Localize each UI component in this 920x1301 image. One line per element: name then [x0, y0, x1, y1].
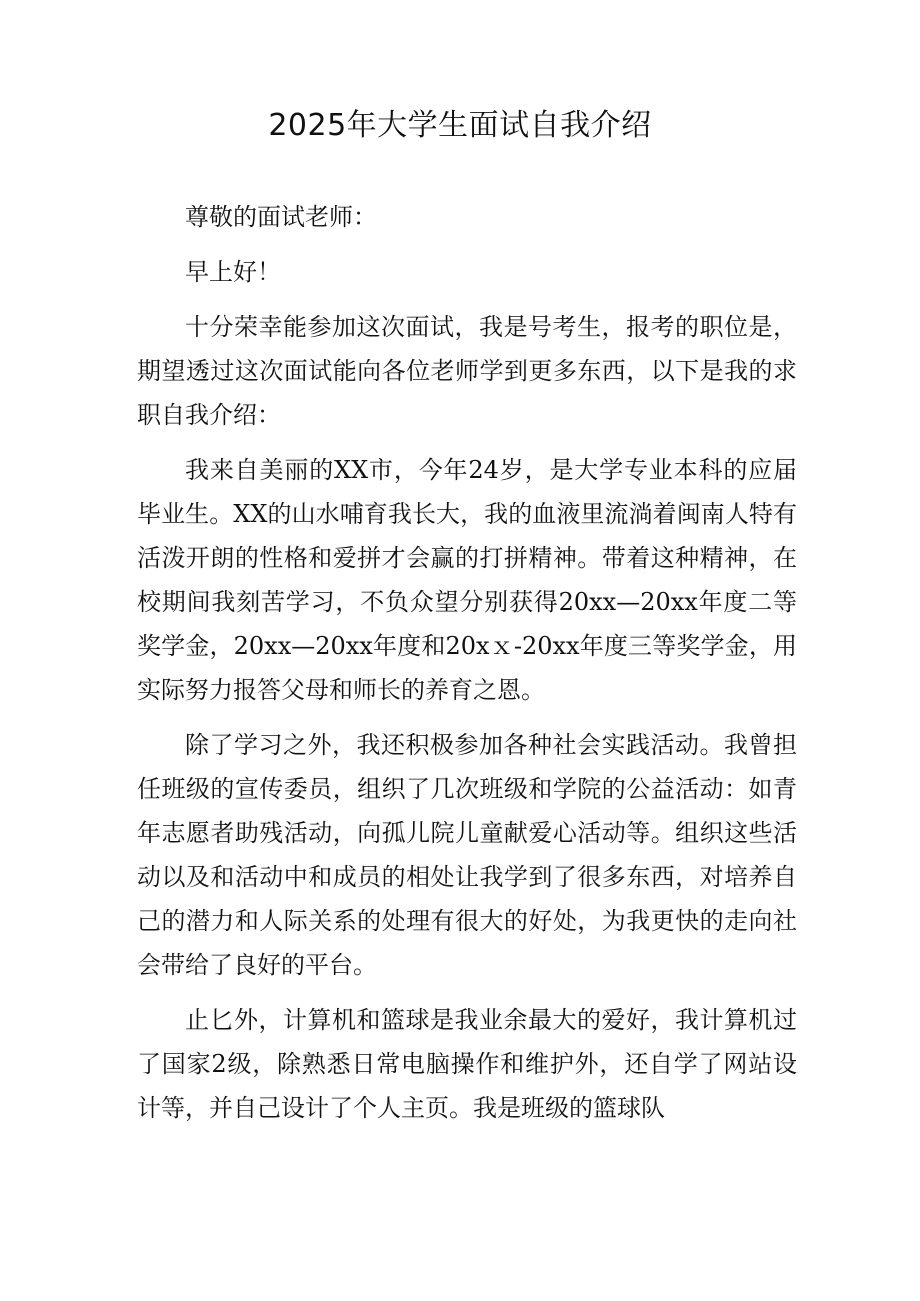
document-title: 2025年大学生面试自我介绍: [268, 108, 652, 143]
salutation-paragraph: 尊敬的面试老师：: [185, 203, 377, 231]
activities-paragraph: 除了学习之外，我还积极参加各种社会实践活动。我曾担任班级的宣传委员，组织了几次班级和学院的公益活动：如青年志愿者助残活动，向孤儿院儿童献爱心活动等。组织这些活动以及和活动中和成员的相处让我学到了很多东西，对培养自己的潜力和人际关系的处理有很大的好处，为我更快的走向社会带给了良好的平台。: [137, 731, 797, 979]
greeting-paragraph: 早上好！: [185, 258, 281, 286]
background-paragraph: 我来自美丽的XX市，今年24岁，是大学专业本科的应届毕业生。XX的山水哺育我长大，我的血液里流淌着闽南人特有活泼开朗的性格和爱拼才会赢的打拼精神。带着这种精神，在校期间我刻苦学习，不负众望分别获得20xx—20xx年度二等奖学金，20xx—20xx年度和20xｘ-20xx年度三等奖学金，用实际努力报答父母和师长的养育之恩。: [137, 456, 797, 704]
intro-paragraph: 十分荣幸能参加这次面试，我是号考生，报考的职位是，期望透过这次面试能向各位老师学到更多东西，以下是我的求职自我介绍：: [137, 313, 797, 429]
hobbies-paragraph: 止匕外，计算机和篮球是我业余最大的爱好，我计算机过了国家2级，除熟悉日常电脑操作和维护外，还自学了网站设计等，并自己设计了个人主页。我是班级的篮球队: [137, 1006, 797, 1122]
document-body: [137, 195, 797, 1141]
